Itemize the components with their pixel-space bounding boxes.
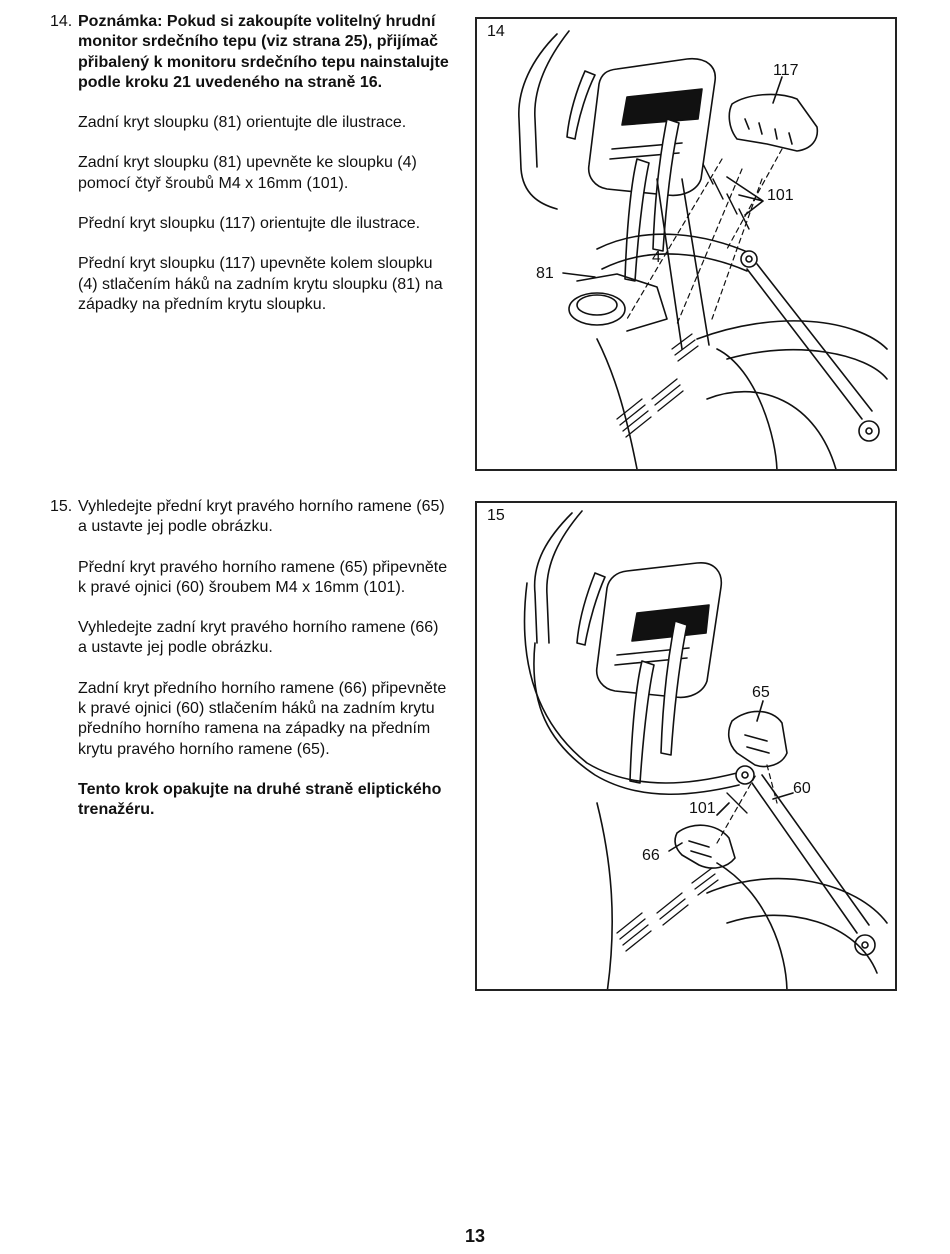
- step-15: [50, 497, 450, 841]
- step-paragraph: Vyhledejte přední kryt pravého horního ramene (65) a ustavte jej podle obrázku.: [78, 498, 445, 536]
- page-number: 13: [464, 1226, 486, 1246]
- step-paragraph: Přední kryt pravého horního ramene (65) připevněte k pravé ojnici (60) šroubem M4 x 16mm (101).: [78, 558, 448, 596]
- callout-label: 101: [689, 800, 716, 817]
- callout-label: 66: [642, 847, 660, 864]
- step-paragraph: Zadní kryt sloupku (81) orientujte dle ilustrace.: [78, 114, 407, 132]
- callout-label: 65: [752, 684, 770, 701]
- step-14: [50, 12, 450, 335]
- callout-label: 117: [773, 62, 799, 79]
- callout-label: 4: [652, 249, 661, 266]
- step-paragraph: Poznámka: Pokud si zakoupíte volitelný hrudní monitor srdečního tepu (viz strana 25), přijímač přibalený k monitoru srdečního tepu nainstalujte podle kroku 21 uvedeného na straně 16.: [78, 13, 449, 91]
- step-paragraph: Zadní kryt předního horního ramene (66) připevněte k pravé ojnici (60) stlačením háků na zadním krytu předního horního ramena na západky na předním krytu pravého horního ramene (65).: [78, 679, 447, 758]
- step-paragraph: Přední kryt sloupku (117) upevněte kolem sloupku (4) stlačením háků na zadním krytu sloupku (81) na západky na předním krytu sloupku.: [78, 255, 443, 313]
- figure-number: 15: [487, 507, 505, 524]
- figure-number: 14: [487, 23, 505, 40]
- callout-label: 81: [536, 265, 554, 282]
- step-paragraph: Tento krok opakujte na druhé straně eliptického trenažéru.: [78, 780, 442, 819]
- step-paragraph: Přední kryt sloupku (117) orientujte dle ilustrace.: [78, 215, 421, 233]
- callout-label: 60: [793, 780, 811, 797]
- step-number: 14.: [50, 13, 73, 30]
- figure-14: [475, 17, 897, 471]
- step-paragraph: Zadní kryt sloupku (81) upevněte ke sloupku (4) pomocí čtyř šroubů M4 x 16mm (101).: [78, 154, 417, 192]
- callout-label: 101: [767, 187, 794, 204]
- figure-15: [475, 501, 897, 991]
- step-number: 15.: [50, 498, 73, 515]
- step-paragraph: Vyhledejte zadní kryt pravého horního ramene (66) a ustavte jej podle obrázku.: [78, 619, 439, 657]
- elliptical-column-illustration: [477, 19, 897, 471]
- elliptical-arm-illustration: [477, 503, 897, 991]
